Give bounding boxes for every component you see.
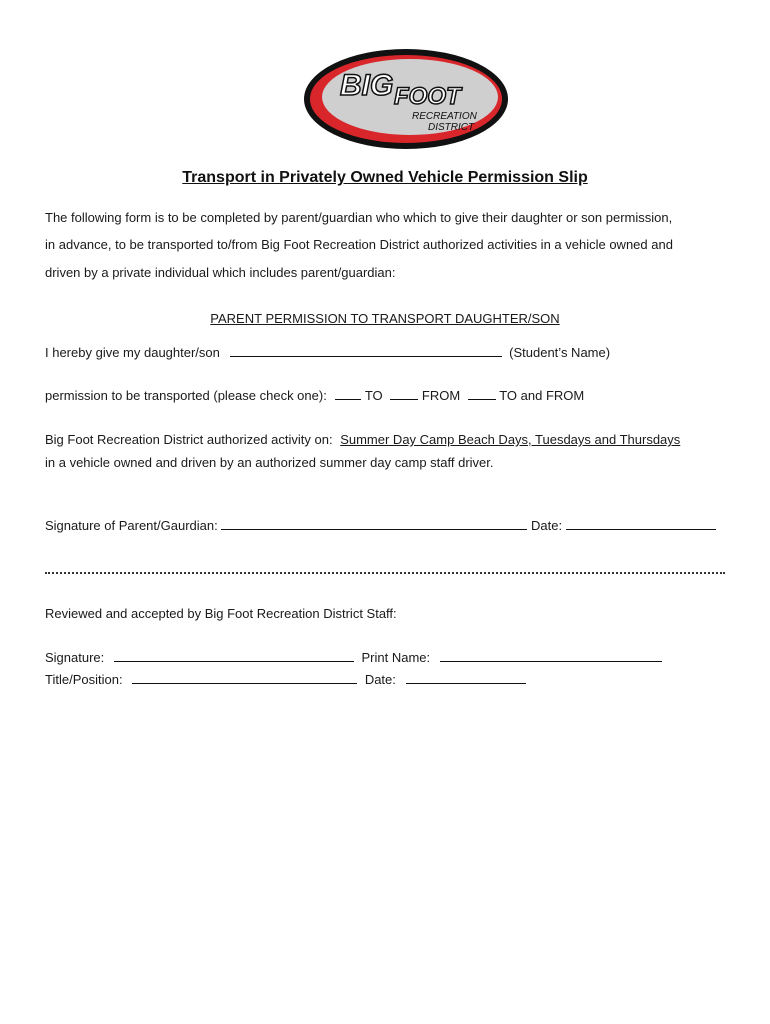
staff-signature-label: Signature: — [45, 650, 105, 665]
parent-signature-label: Signature of Parent/Gaurdian: — [45, 518, 218, 533]
transport-label: permission to be transported (please check one): — [45, 388, 327, 403]
intro-line-2: in advance, to be transported to/from Big Foot Recreation District authorized activities in a vehicle owned and — [45, 237, 673, 252]
parent-signature-field[interactable] — [221, 518, 527, 530]
activity-line — [45, 432, 680, 447]
opt-from-label: FROM — [421, 388, 461, 403]
staff-signature-field[interactable] — [114, 650, 354, 662]
give-permission-line — [45, 345, 610, 360]
check-both-field[interactable] — [468, 388, 496, 400]
student-name-field[interactable] — [230, 345, 502, 357]
activity-value: Summer Day Camp Beach Days, Tuesdays and Thursdays — [340, 432, 681, 447]
opt-to-label: TO — [364, 388, 383, 403]
logo-big-text: BIG — [340, 69, 394, 102]
big-foot-logo — [302, 47, 510, 151]
opt-both-label: TO and FROM — [499, 388, 585, 403]
section-heading-wrap — [0, 311, 770, 326]
parent-date-label: Date: — [530, 518, 563, 533]
intro-line-1: The following form is to be completed by parent/guardian who which to give their daughter or son permission, — [45, 210, 673, 225]
title-position-field[interactable] — [132, 672, 357, 684]
staff-signature-line — [45, 650, 662, 665]
parent-date-field[interactable] — [566, 518, 716, 530]
intro-line-3: driven by a private individual which includes parent/guardian: — [45, 265, 396, 280]
student-name-caption: (Student’s Name) — [509, 345, 611, 360]
staff-heading: Reviewed and accepted by Big Foot Recreation District Staff: — [45, 606, 397, 621]
give-label: I hereby give my daughter/son — [45, 345, 220, 360]
activity-label: Big Foot Recreation District authorized activity on: — [45, 432, 333, 447]
parent-signature-line — [45, 518, 716, 533]
dotted-divider — [45, 562, 725, 574]
check-from-field[interactable] — [390, 388, 418, 400]
transport-direction-line — [45, 388, 584, 403]
logo-district-text: DISTRICT — [428, 122, 475, 133]
staff-date-label: Date: — [364, 672, 396, 687]
print-name-label: Print Name: — [361, 650, 431, 665]
print-name-field[interactable] — [440, 650, 662, 662]
check-to-field[interactable] — [335, 388, 361, 400]
activity-line-2: in a vehicle owned and driven by an authorized summer day camp staff driver. — [45, 455, 494, 470]
staff-date-field[interactable] — [406, 672, 526, 684]
section-heading: PARENT PERMISSION TO TRANSPORT DAUGHTER/SON — [210, 311, 560, 326]
logo-recreation-text: RECREATION — [412, 111, 477, 122]
staff-title-line — [45, 672, 526, 687]
title-position-label: Title/Position: — [45, 672, 123, 687]
page-title: Transport in Privately Owned Vehicle Permission Slip — [182, 169, 588, 186]
logo-foot-text: FOOT — [394, 83, 461, 110]
